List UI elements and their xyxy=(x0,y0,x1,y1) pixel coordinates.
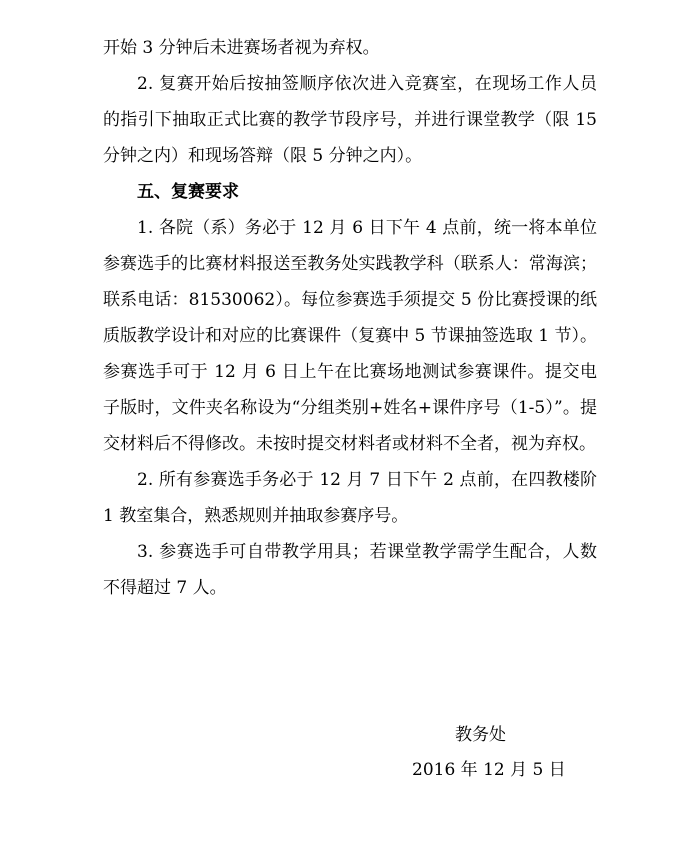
document-body xyxy=(103,30,597,606)
signature-date: 2016 年 12 月 5 日 xyxy=(412,760,566,780)
signature-office: 教务处 xyxy=(455,725,506,745)
paragraph-assembly: 2. 所有参赛选手务必于 12 月 7 日下午 2 点前，在四教楼阶 1 教室集合，熟悉规则并抽取参赛序号。 xyxy=(103,470,597,526)
paragraph-continuation: 开始 3 分钟后未进赛场者视为弃权。 xyxy=(103,38,380,58)
section-heading-rematch-requirements: 五、复赛要求 xyxy=(137,182,239,202)
paragraph-teaching-aids: 3. 参赛选手可自带教学用具；若课堂教学需学生配合，人数不得超过 7 人。 xyxy=(103,542,597,598)
paragraph-rematch-order: 2. 复赛开始后按抽签顺序依次进入竞赛室，在现场工作人员的指引下抽取正式比赛的教学节段序号，并进行课堂教学（限 15 分钟之内）和现场答辩（限 5 分钟之内）。 xyxy=(103,74,597,166)
paragraph-materials-submission: 1. 各院（系）务必于 12 月 6 日下午 4 点前，统一将本单位参赛选手的比赛材料报送至教务处实践教学科（联系人：常海滨；联系电话：81530062）。每位参赛选手须提交 5 份比赛授课的纸质版教学设计和对应的比赛课件（复赛中 5 节课抽签选取 1 节）。参赛选手可于 12 月 6 日上午在比赛场地测试参赛课件。提交电子版时，文件夹名称设为“分组类别+姓名+课件序号（1-5）”。提交材料后不得修改。未按时提交材料者或材料不全者，视为弃权。 xyxy=(103,218,597,454)
